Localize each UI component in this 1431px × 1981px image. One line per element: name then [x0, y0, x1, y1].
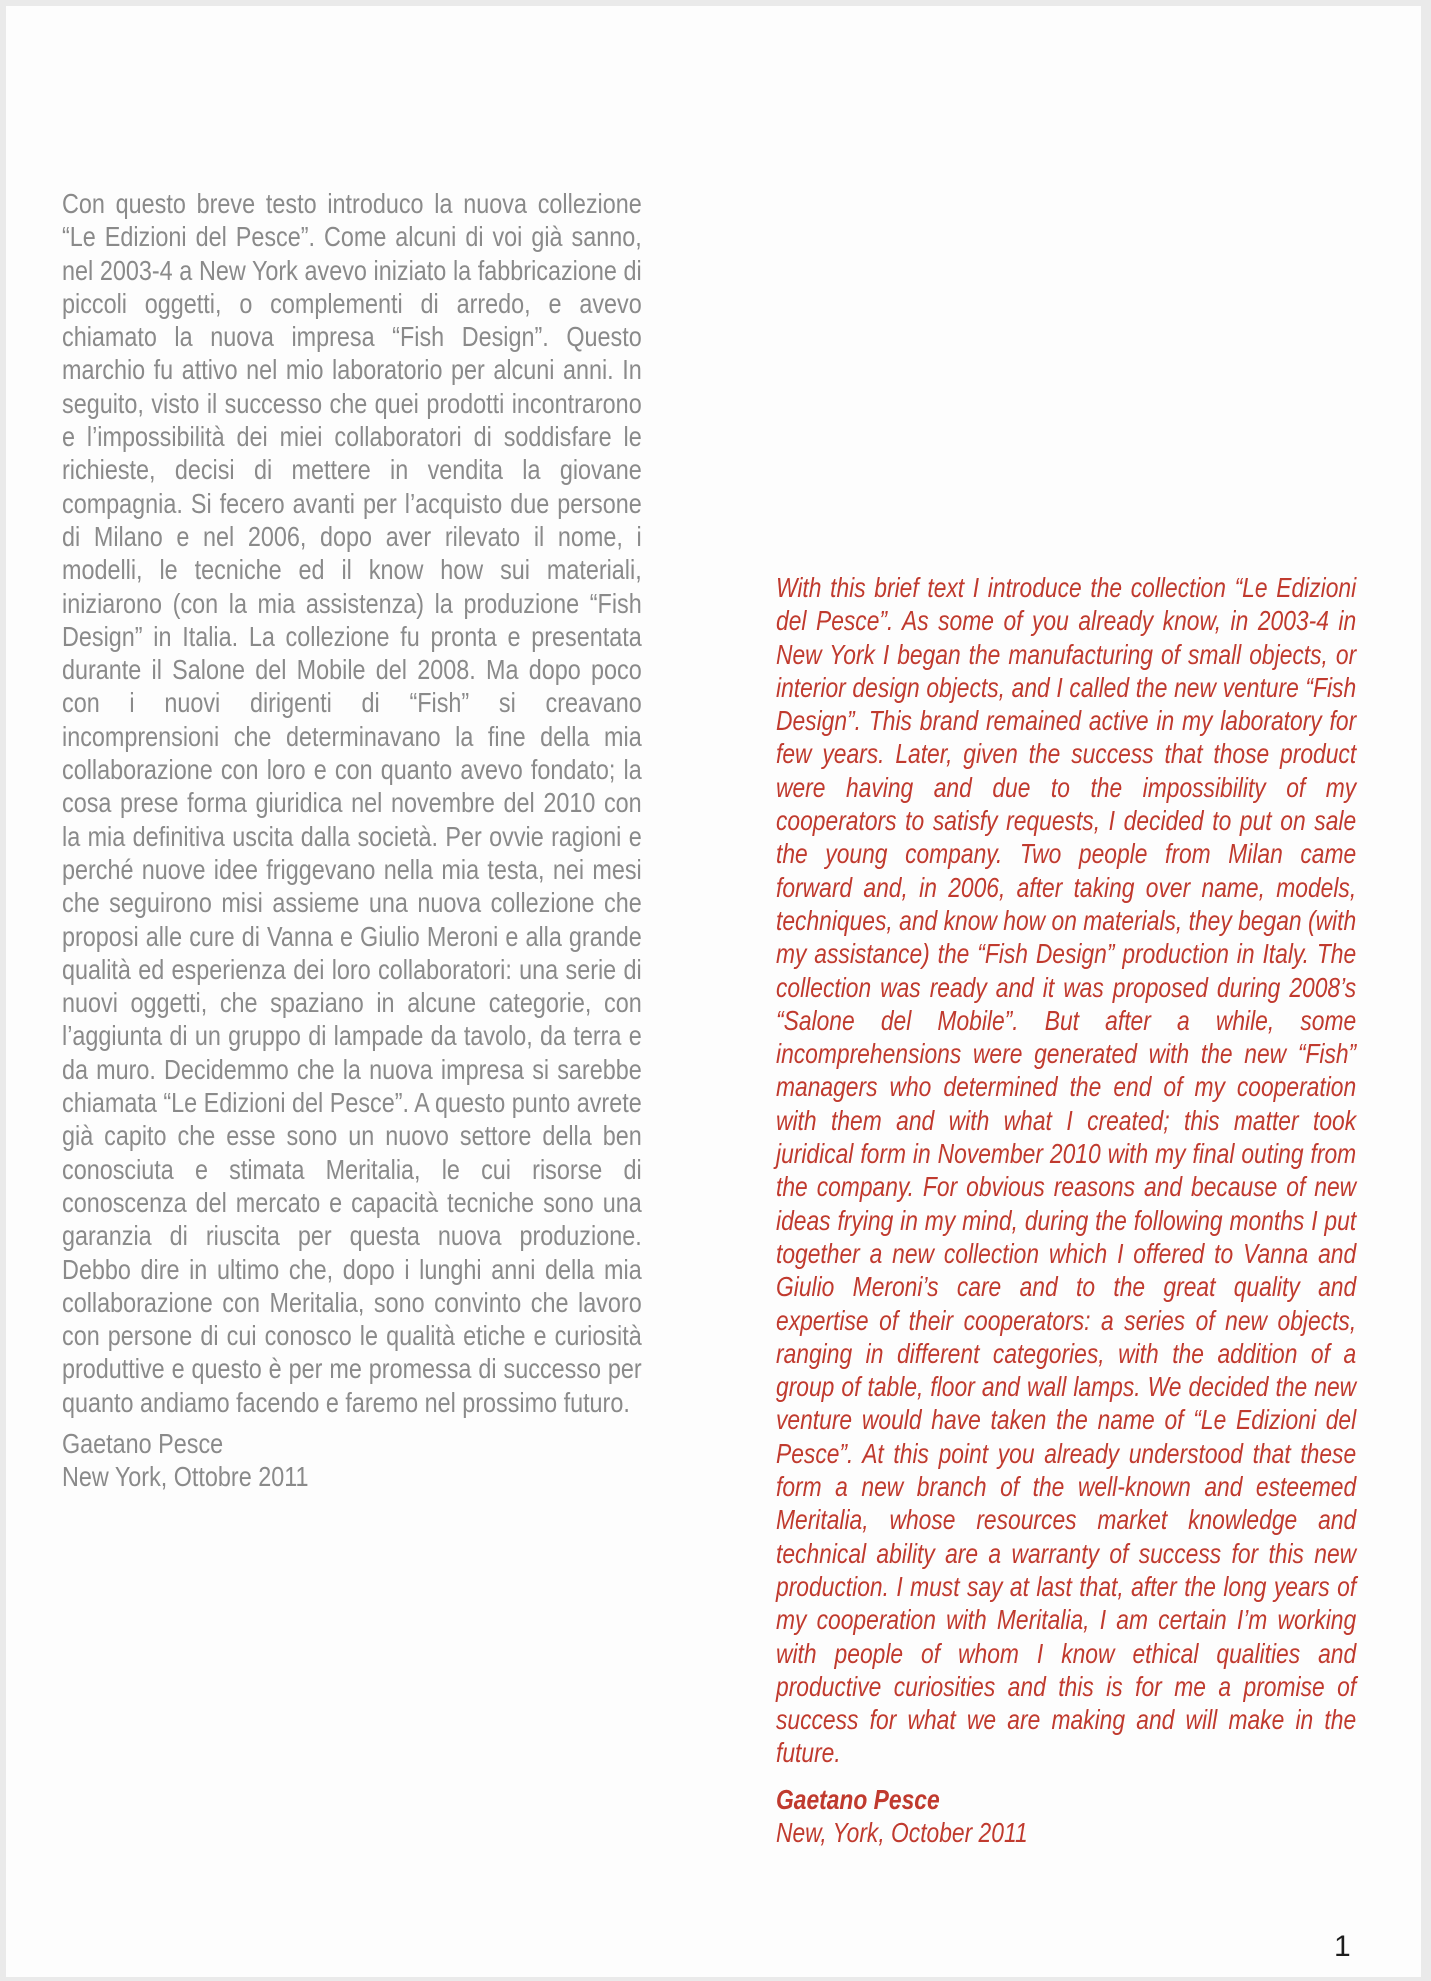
page-number: 1 [1334, 1930, 1351, 1963]
italian-signature-name: Gaetano Pesce [62, 1427, 224, 1459]
english-column-text [776, 571, 1356, 1849]
english-column [776, 571, 1356, 1849]
italian-paragraph: Con questo breve testo introduco la nuova collezione “Le Edizioni del Pesce”. Come alcuni di voi già sanno, nel 2003-4 a New York avevo iniziato la fabbricazione di piccoli oggetti, o complementi di arredo, e avevo chiamato la nuova impresa “Fish Design”. Questo marchio fu attivo nel mio laboratorio per alcuni anni. In seguito, visto il successo che quei prodotti incontrarono e l’impossibilità dei miei collaboratori di soddisfare le richieste, decisi di mettere in vendita la giovane compagnia. Si fecero avanti per l’acquisto due persone di Milano e nel 2006, dopo aver rilevato il nome, i modelli, le tecniche ed il know how sui materiali, iniziarono (con la mia assistenza) la produzione “Fish Design” in Italia. La collezione fu pronta e presentata durante il Salone del Mobile del 2008. Ma dopo poco con i nuovi dirigenti di “Fish” si creavano incomprensioni che determinavano la fine della mia collaborazione con loro e con quanto avevo fondato; la cosa prese forma giuridica nel novembre del 2010 con la mia definitiva uscita dalla società. Per ovvie ragioni e perché nuove idee friggevano nella mia testa, nei mesi che seguirono misi assieme una nuova collezione che proposi alle cure di Vanna e Giulio Meroni e alla grande qualità ed esperienza dei loro collaboratori: una serie di nuovi oggetti, che spaziano in alcune categorie, con l’aggiunta di un gruppo di lampade da tavolo, da terra e da muro. Decidemmo che la nuova impresa si sarebbe chiamata “Le Edizioni del Pesce”. A questo punto avrete già capito che esse sono un nuovo settore della ben conosciuta e stimata Meritalia, le cui risorse di conoscenza del mercato e capacità tecniche sono una garanzia di riuscita per questa nuova produzione. Debbo dire in ultimo che, dopo i lunghi anni della mia collaborazione con Meritalia, sono convinto che lavoro con persone di cui conosco le qualità etiche e curiosità produttive e questo è per me promessa di successo per quanto andiamo facendo e faremo nel prossimo futuro. [62, 188, 642, 1418]
english-signature-place-date: New, York, October 2011 [776, 1816, 1028, 1848]
english-paragraph: With this brief text I introduce the collection “Le Edizioni del Pesce”. As some of you already know, in 2003-4 in New York I began the manufacturing of small objects, or interior design objects, and I called the new venture “Fish Design”. This brand remained active in my laboratory for few years. Later, given the success that those product were having and due to the impossibility of my cooperators to satisfy requests, I decided to put on sale the young company. Two people from Milan came forward and, in 2006, after taking over name, models, techniques, and know how on materials, they began (with my assistance) the “Fish Design” production in Italy. The collection was ready and it was proposed during 2008’s “Salone del Mobile”. But after a while, some incomprehensions were generated with the new “Fish” managers who determined the end of my cooperation with them and with what I created; this matter took juridical form in November 2010 with my final outing from the company. For obvious reasons and because of new ideas frying in my mind, during the following months I put together a new collection which I offered to Vanna and Giulio Meroni’s care and to the great quality and expertise of their cooperators: a series of new objects, ranging in different categories, with the addition of a group of table, floor and wall lamps. We decided the new venture would have taken the name of “Le Edizioni del Pesce”. At this point you already understood that these form a new branch of the well-known and esteemed Meritalia, whose resources market knowledge and technical ability are a warranty of success for this new production. I must say at last that, after the long years of my cooperation with Meritalia, I am certain I’m working with people of whom I know ethical qualities and productive curiosities and this is for me a promise of success for what we are making and will make in the future. [776, 572, 1357, 1769]
italian-column [62, 187, 642, 1494]
english-signature-name: Gaetano Pesce [776, 1783, 940, 1815]
italian-signature-place-date: New York, Ottobre 2011 [62, 1461, 309, 1493]
italian-column-text [62, 187, 642, 1494]
document-page [6, 6, 1421, 1977]
italian-signature [62, 1427, 642, 1494]
english-signature [776, 1783, 1356, 1850]
